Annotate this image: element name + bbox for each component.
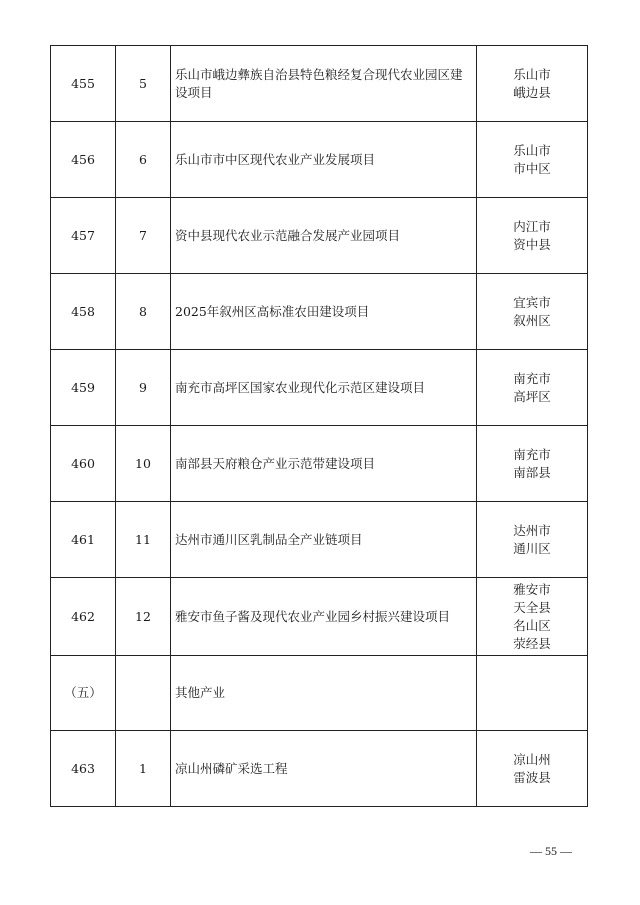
row-sub-number: 7 xyxy=(116,198,171,274)
table-row xyxy=(51,122,588,198)
category-number: （五） xyxy=(51,656,116,731)
location-line: 雅安市 xyxy=(513,581,551,597)
location-line: 南部县 xyxy=(513,464,551,480)
location-line: 南充市 xyxy=(513,446,551,462)
row-number: 459 xyxy=(51,350,116,426)
table-row xyxy=(51,198,588,274)
location-line: 高坪区 xyxy=(513,388,551,404)
project-name: 南充市高坪区国家农业现代化示范区建设项目 xyxy=(171,350,477,426)
project-location xyxy=(477,731,588,807)
location-line: 宜宾市 xyxy=(513,294,551,310)
project-name: 南部县天府粮仓产业示范带建设项目 xyxy=(171,426,477,502)
row-number: 455 xyxy=(51,46,116,122)
project-location xyxy=(477,426,588,502)
location-line: 叙州区 xyxy=(513,312,551,328)
project-name: 乐山市市中区现代农业产业发展项目 xyxy=(171,122,477,198)
location-line: 乐山市 xyxy=(513,66,551,82)
row-number: 461 xyxy=(51,502,116,578)
project-location xyxy=(477,274,588,350)
location-line: 乐山市 xyxy=(513,142,551,158)
project-name: 达州市通川区乳制品全产业链项目 xyxy=(171,502,477,578)
project-location xyxy=(477,122,588,198)
location-line: 资中县 xyxy=(513,236,551,252)
project-location xyxy=(477,46,588,122)
category-name: 其他产业 xyxy=(171,656,477,731)
table-row xyxy=(51,46,588,122)
row-sub-number: 8 xyxy=(116,274,171,350)
location-line: 市中区 xyxy=(513,160,551,176)
row-number: 458 xyxy=(51,274,116,350)
page-number: — 55 — xyxy=(530,844,572,858)
table-row xyxy=(51,350,588,426)
location-line: 南充市 xyxy=(513,370,551,386)
table-row xyxy=(51,274,588,350)
category-row xyxy=(51,656,588,731)
row-sub-number: 11 xyxy=(116,502,171,578)
location-line: 内江市 xyxy=(513,218,551,234)
table-row xyxy=(51,426,588,502)
project-location xyxy=(477,502,588,578)
location-line: 凉山州 xyxy=(513,751,551,767)
project-name: 雅安市鱼子酱及现代农业产业园乡村振兴建设项目 xyxy=(171,578,477,656)
row-sub-number: 12 xyxy=(116,578,171,656)
project-name: 2025年叙州区高标准农田建设项目 xyxy=(171,274,477,350)
row-number: 460 xyxy=(51,426,116,502)
category-sub-number xyxy=(116,656,171,731)
project-location xyxy=(477,198,588,274)
location-line: 天全县 xyxy=(513,599,551,615)
project-name: 乐山市峨边彝族自治县特色粮经复合现代农业园区建设项目 xyxy=(171,46,477,122)
row-number: 456 xyxy=(51,122,116,198)
table-row xyxy=(51,502,588,578)
table-row xyxy=(51,731,588,807)
location-line: 达州市 xyxy=(513,522,551,538)
row-sub-number: 6 xyxy=(116,122,171,198)
row-sub-number: 5 xyxy=(116,46,171,122)
location-line: 名山区 xyxy=(513,617,551,633)
row-sub-number: 9 xyxy=(116,350,171,426)
row-sub-number: 1 xyxy=(116,731,171,807)
location-line: 荥经县 xyxy=(513,635,551,651)
project-name: 凉山州磷矿采选工程 xyxy=(171,731,477,807)
table-row xyxy=(51,578,588,656)
project-table xyxy=(50,45,588,807)
row-number: 457 xyxy=(51,198,116,274)
project-location xyxy=(477,578,588,656)
row-number: 462 xyxy=(51,578,116,656)
project-location xyxy=(477,350,588,426)
row-sub-number: 10 xyxy=(116,426,171,502)
category-location xyxy=(477,656,588,731)
location-line: 雷波县 xyxy=(513,769,551,785)
project-name: 资中县现代农业示范融合发展产业园项目 xyxy=(171,198,477,274)
row-number: 463 xyxy=(51,731,116,807)
location-line: 通川区 xyxy=(513,540,551,556)
location-line: 峨边县 xyxy=(513,84,551,100)
